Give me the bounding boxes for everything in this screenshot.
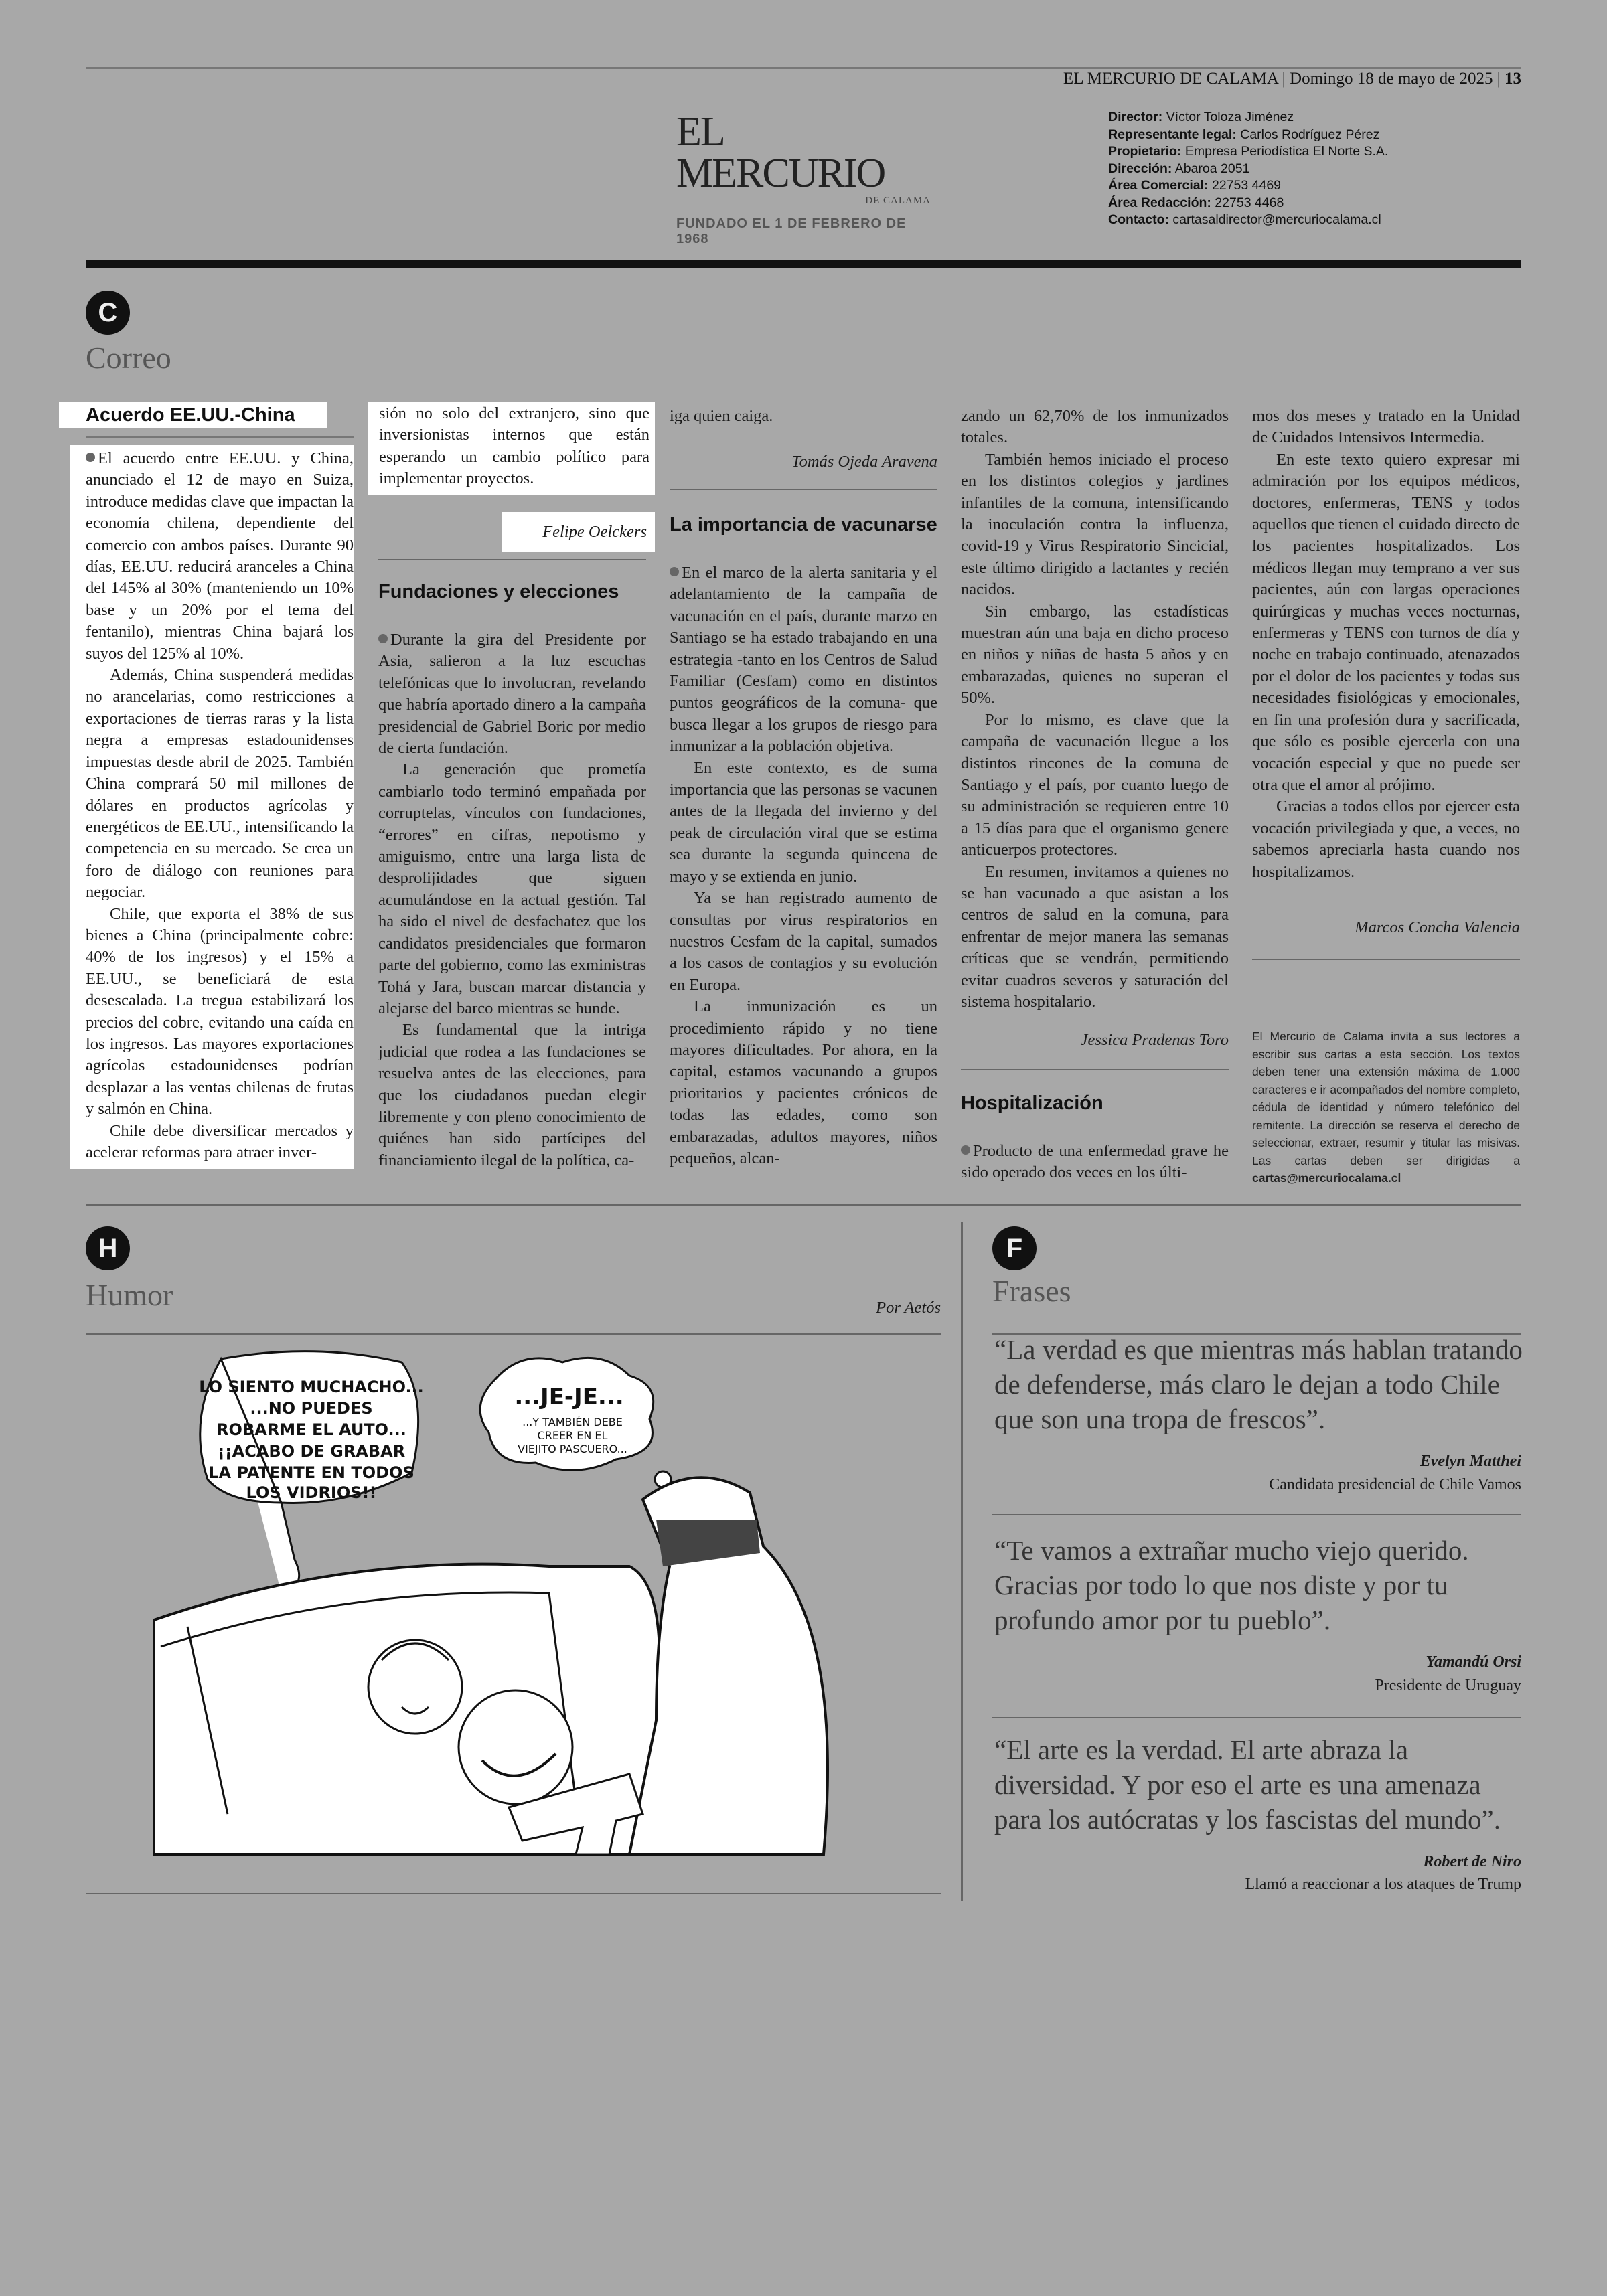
bubble2-main: ...JE-JE...: [514, 1384, 624, 1410]
signature-vacunarse: Jessica Pradenas Toro: [1080, 1031, 1229, 1049]
letter-body-fundaciones-1: [378, 629, 646, 1171]
paragraph: También hemos iniciado el proceso en los distintos colegios y jardines infantiles de la comuna, intensificando la inoculación contra la influenza, covid-19 y Virus Respiratorio Sincicial, este último dirigido a lactantes y recién nacidos.: [961, 450, 1229, 599]
separator: [86, 1333, 941, 1335]
separator: [992, 1514, 1521, 1515]
bubble2-line: CREER EN EL: [537, 1429, 608, 1442]
paragraph: Chile debe diversificar mercados y acelerar reformas para atraer inver-: [86, 1121, 354, 1161]
bullet-icon: [378, 634, 388, 643]
paragraph: En este texto quiero expresar mi admiración por los equipos médicos, doctores, enfermeras, TENS y todos aquellos que tienen el cuidado directo de los pacientes hospitalizados. Los médicos llegan muy temprano a ver sus pacientes, aún con largas operaciones quirúrgicas y muchas veces nocturnas, enfermeras y TENS con turnos de día y noche en trabajo continuado, atenazados por el dolor de los pacientes y todas sus necesidades fisiológicas y emocionales, en fin una profesión dura y sacrificada, que sólo es posible ejercerla con una vocación especial y que no puede ser otra que el amor al prójimo.: [1252, 450, 1521, 794]
paragraph: Gracias a todos ellos por ejercer esta vocación privilegiada y que, a veces, no sabemos apreciarla hasta cuando nos hospitalizamos.: [1252, 797, 1520, 881]
quote-author: Evelyn Matthei: [1420, 1453, 1521, 1470]
letter-body-acuerdo-1: [70, 445, 354, 1169]
paragraph: El acuerdo entre EE.UU. y China, anunciado el 12 de mayo en Suiza, introduce medidas clave que impactan la economía chilena, dependiente del comercio con ambos países. Durante 90 días, EE.UU. reducirá aranceles a China del 145% al 30% (manteniendo un 10% base y un 20% por el tema del fentanilo), mientras China bajará los suyos del 125% al 10%.: [86, 449, 354, 663]
bubble1-line: ¡¡ACABO DE GRABAR: [217, 1442, 406, 1461]
staff-value: 22753 4469: [1208, 178, 1282, 193]
staff-value: Empresa Periodística El Norte S.A.: [1181, 144, 1389, 159]
quote-role: Presidente de Uruguay: [1375, 1677, 1521, 1694]
staff-label: Director:: [1108, 110, 1163, 125]
letters-notice: El Mercurio de Calama invita a sus lectores a escribir sus cartas a esta sección. Los textos deben tener una extensión máxima de 1.000 caracteres e ir acompañados del nombre completo, cédula de identidad y número telefónico del remitente. La dirección se reserva el derecho de seleccionar, extraer, resumir y titular las misivas. Las cartas deben ser dirigidas a cartas@mercuriocalama.cl: [1252, 1030, 1520, 1185]
section-divider: [86, 1204, 1521, 1206]
bubble1-line: LA PATENTE EN TODOS: [208, 1463, 414, 1482]
frases-badge: F: [992, 1226, 1037, 1270]
staff-row: [1108, 177, 1388, 195]
bubble1-line: LOS VIDRIOS!!: [246, 1483, 377, 1502]
bullet-icon: [670, 567, 679, 576]
bubble1-line: LO SIENTO MUCHACHO...: [199, 1378, 424, 1396]
separator: [86, 436, 354, 438]
quote-text: “Te vamos a extrañar mucho viejo querido. Gracias por todo lo que nos diste y por tu profundo amor por tu pueblo”.: [994, 1535, 1469, 1635]
letter-body-fundaciones-2: [670, 406, 937, 427]
paragraph: zando un 62,70% de los inmunizados totales.: [961, 407, 1229, 447]
newspaper-logo-sub: DE CALAMA: [865, 195, 931, 206]
staff-row: [1108, 212, 1388, 229]
staff-row: [1108, 127, 1388, 144]
paragraph: Ya se han registrado aumento de consultas por virus respiratorios en nuestros Cesfam de la capital, sumados a los casos de contagios y su evolución en Europa.: [670, 889, 937, 994]
paragraph: Además, China suspenderá medidas no arancelarias, como restricciones a exportaciones de tierras raras y la lista negra a empresas estadounidenses impuestas desde abril de 2025. También China comprará 50 mil millones de dólares en productos agrícolas y energéticos de EE.UU., intensificando la competencia en su mercado. Se crea un foro de diálogo con reuniones para negociar.: [86, 666, 354, 902]
staff-value: Carlos Rodríguez Pérez: [1236, 127, 1380, 142]
paragraph: Sin embargo, las estadísticas muestran aún una baja en dicho proceso en niños y niñas de hasta 5 años y en embarazadas, quienes no superan el 50%.: [961, 602, 1229, 708]
humor-author: Por Aetós: [876, 1299, 941, 1317]
separator: [1252, 959, 1520, 960]
staff-label: Representante legal:: [1108, 127, 1237, 142]
separator: [86, 1893, 941, 1894]
humor-badge: H: [86, 1226, 130, 1270]
header-top-rule: [86, 67, 1521, 69]
staff-value: Víctor Toloza Jiménez: [1162, 110, 1294, 125]
bubble2-line: VIEJITO PASCUERO...: [518, 1443, 627, 1455]
quote-text: “La verdad es que mientras más hablan tratando de defenderse, más claro le dejan a todo Chile que son una tropa de frescos”.: [994, 1334, 1523, 1434]
paragraph: En resumen, invitamos a quienes no se han vacunado a que asistan a los centros de salud en la comuna, para enfrentar de mejor manera las semanas críticas que se vendrán, permitiendo evitar cuadros severos y saturación del sistema hospitalario.: [961, 862, 1229, 1011]
paragraph: Durante la gira del Presidente por Asia, salieron a la luz escuchas telefónicas que lo involucran, revelando que habría aportado dinero a la campaña presidencial de Gabriel Boric por medio de cierta fundación.: [378, 631, 646, 758]
bubble1-line: ...NO PUEDES: [250, 1399, 373, 1418]
paragraph: Es fundamental que la intriga judicial que rodea a las fundaciones se resuelva antes de las elecciones, para que los ciudadanos puedan elegir libremente y con pleno conocimiento de quiénes han sido partícipes del financiamiento ilegal de la política, ca-: [378, 1021, 646, 1169]
staff-label: Dirección:: [1108, 161, 1172, 176]
paragraph: Chile, que exporta el 38% de sus bienes a China (principalmente cobre: 40% de los ingresos) y el 15% a EE.UU., se beneficiará de esta desescalada. La tregua estabilizará los precios del cobre, evitando una caída en los ingresos. Las mayores exportaciones agrícolas estadounidenses podrían desplazar a las ventas chilenas de frutas y salmón en China.: [86, 904, 354, 1119]
smiling-man: [459, 1690, 572, 1804]
quote-role: Candidata presidencial de Chile Vamos: [1269, 1476, 1521, 1493]
vertical-divider: [961, 1222, 963, 1901]
page-number: 13: [1505, 70, 1521, 88]
issue-date: Domingo 18 de mayo de 2025: [1290, 70, 1493, 88]
paragraph: iga quien caiga.: [670, 407, 773, 425]
founded-line: FUNDADO EL 1 DE FEBRERO DE 1968: [676, 216, 907, 246]
correo-section-title: Correo: [86, 341, 171, 375]
humor-section-title: Humor: [86, 1278, 173, 1312]
staff-value: cartasaldirector@mercuriocalama.cl: [1169, 212, 1381, 227]
quote-author: Robert de Niro: [1423, 1853, 1521, 1870]
paragraph: mos dos meses y tratado en la Unidad de Cuidados Intensivos Intermedia.: [1252, 407, 1520, 447]
paragraph: En el marco de la alerta sanitaria y el adelantamiento de la campaña de vacunación en el país, durante marzo en Santiago se ha estado trabajando en una estrategia -tanto en los Centros de Salud Familiar (Cesfam) como en distintos puntos geográficos de la comuna- que busca llegar a los grupos de riesgo para inmunizar a la población objetiva.: [670, 564, 937, 756]
signature-acuerdo: Felipe Oelckers: [502, 512, 655, 552]
frases-section-title: Frases: [992, 1274, 1071, 1308]
paragraph: Por lo mismo, es clave que la campaña de vacunación llegue a los distintos rincones de la comuna de Santiago y el país, por cuanto luego de su administración se requieren entre 10 a 15 días para que el organismo genere anticuerpos protectores.: [961, 710, 1229, 859]
separator: [670, 489, 937, 490]
staff-row: [1108, 195, 1388, 212]
letter-body-hospitalizacion-1: [961, 1141, 1229, 1184]
humor-cartoon: [147, 1345, 944, 1874]
paragraph: La inmunización es un procedimiento rápido y no tiene mayores dificultades. Por ahora, en la capital, estamos vacunando a grupos prioritarios y pacientes crónicos de todas las edades, como son embarazadas, adultos mayores, niños pequeños, alcan-: [670, 997, 937, 1167]
letters-email: cartas@mercuriocalama.cl: [1252, 1171, 1401, 1185]
quote-role: Llamó a reaccionar a los ataques de Trump: [1245, 1876, 1521, 1893]
signature-hospitalizacion: Marcos Concha Valencia: [1355, 918, 1520, 936]
paper-name: EL MERCURIO DE CALAMA: [1063, 70, 1278, 88]
bubble1-line: ROBARME EL AUTO...: [216, 1420, 406, 1439]
staff-row: [1108, 161, 1388, 178]
letter-body-acuerdo-2: [368, 402, 655, 495]
separator: [378, 559, 646, 560]
newspaper-logo: EL MERCURIO: [676, 109, 885, 196]
quote-author: Yamandú Orsi: [1426, 1653, 1521, 1671]
staff-box: [1108, 109, 1388, 229]
letter-title-vacunarse: La importancia de vacunarse: [670, 514, 937, 536]
letter-body-vacunarse-1: [670, 562, 937, 1169]
bubble2-line: ...Y TAMBIÉN DEBE: [522, 1416, 623, 1428]
staff-value: 22753 4468: [1211, 195, 1284, 210]
bullet-icon: [961, 1145, 970, 1155]
staff-label: Área Redacción:: [1108, 195, 1211, 210]
paragraph: La generación que prometía cambiarlo todo terminó empañada por corruptelas, vínculos con fundaciones, “errores” en cifras, nepotismo y amiguismo, entre una larga lista de desprolijidades que siguen acumulándose en la actual gestión. Tal ha sido el nivel de desfachatez que los candidatos presidenciales que formaron parte del gobierno, como las exministras Tohá y Jara, buscan marcar distancia y alejarse del barco mientras se hunde.: [378, 760, 646, 1017]
letter-body-hospitalizacion-2: [1252, 406, 1520, 883]
signature-fundaciones: Tomás Ojeda Aravena: [791, 453, 937, 471]
header-thick-bar: [86, 260, 1521, 268]
staff-label: Contacto:: [1108, 212, 1169, 227]
staff-label: Área Comercial:: [1108, 178, 1209, 193]
letter-body-vacunarse-2: [961, 406, 1229, 1013]
letter-title-fundaciones: Fundaciones y elecciones: [378, 581, 619, 602]
letter-title-acuerdo: Acuerdo EE.UU.-China: [59, 402, 327, 428]
staff-label: Propietario:: [1108, 144, 1182, 159]
paragraph: En este contexto, es de suma importancia que las personas se vacunen antes de la llegada del invierno y del peak de circulación viral que se estima sea durante la segunda quincena de mayo y se extienda en junio.: [670, 758, 937, 886]
masthead: [676, 111, 931, 247]
staff-row: [1108, 109, 1388, 127]
dateline: EL MERCURIO DE CALAMA | Domingo 18 de mayo de 2025 | 13: [1063, 70, 1521, 88]
correo-badge: C: [86, 291, 130, 335]
paragraph: sión no solo del extranjero, sino que inversionistas internos que están esperando un cambio político para implementar proyectos.: [379, 404, 649, 488]
paragraph: Producto de una enfermedad grave he sido operado dos veces en los últi-: [961, 1142, 1229, 1182]
separator: [992, 1717, 1521, 1718]
driver-figure: [368, 1640, 462, 1734]
separator: [961, 1069, 1229, 1070]
staff-row: [1108, 143, 1388, 161]
letter-title-hospitalizacion: Hospitalización: [961, 1092, 1103, 1114]
bullet-icon: [86, 453, 95, 462]
staff-value: Abaroa 2051: [1172, 161, 1250, 176]
quote-text: “El arte es la verdad. El arte abraza la diversidad. Y por eso el arte es una amenaza para los autócratas y los fascistas del mundo”.: [994, 1734, 1501, 1835]
